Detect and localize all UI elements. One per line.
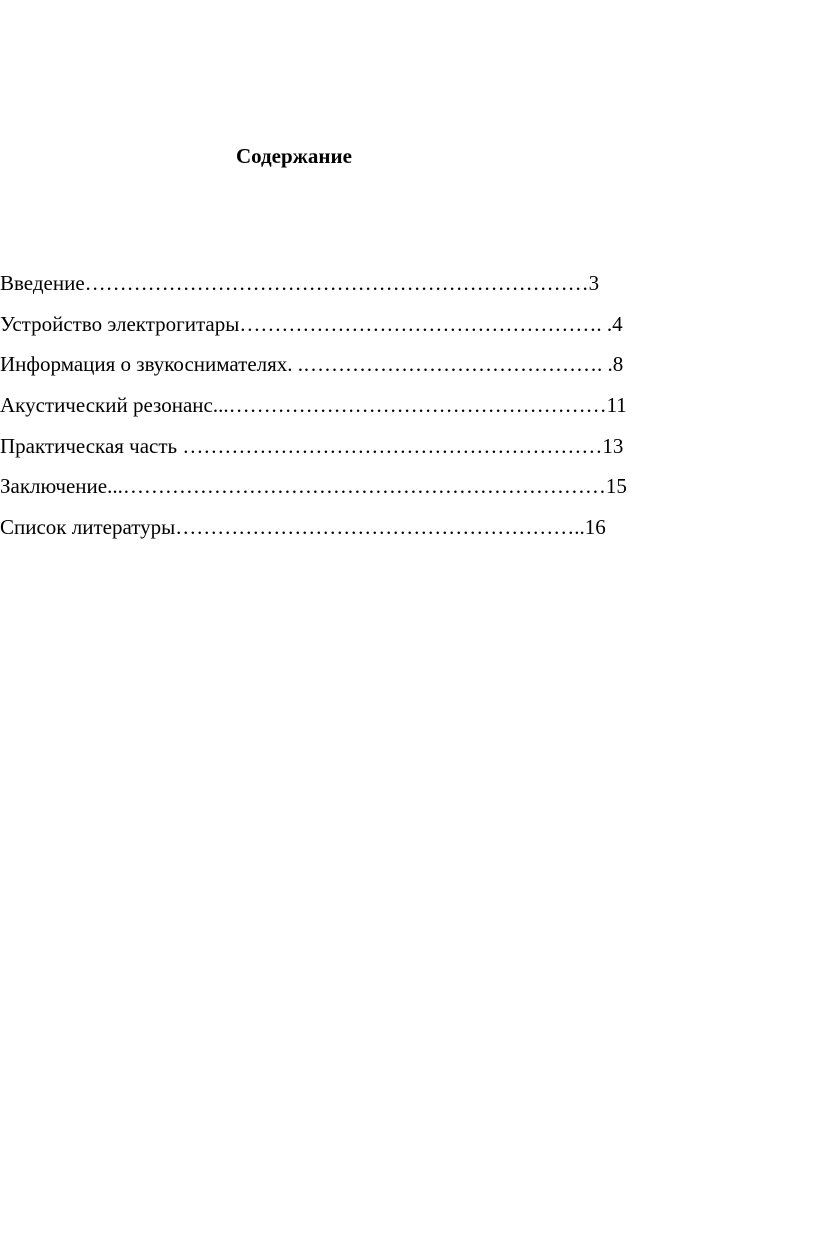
toc-entry-conclusion: Заключение...……………………………………………………………15 xyxy=(0,474,627,499)
toc-entry-practical-part: Практическая часть ……………………………………………………13 xyxy=(0,433,624,458)
toc-entry-acoustic-resonance: Акустический резонанс...………………………………………………11 xyxy=(0,393,627,418)
toc-entry-guitar-structure: Устройство электрогитары……………………………………………. .4 xyxy=(0,311,623,336)
toc-entry-introduction: Введение………………………………………………………………3 xyxy=(0,271,600,295)
toc-entry-pickups-info: Информация о звукоснимателях. .……………………………………. .8 xyxy=(0,352,624,377)
toc-entry-references: Список литературы…………………………………………………..16 xyxy=(0,515,606,540)
toc-list xyxy=(0,263,627,548)
toc-title: Содержание xyxy=(236,144,352,168)
